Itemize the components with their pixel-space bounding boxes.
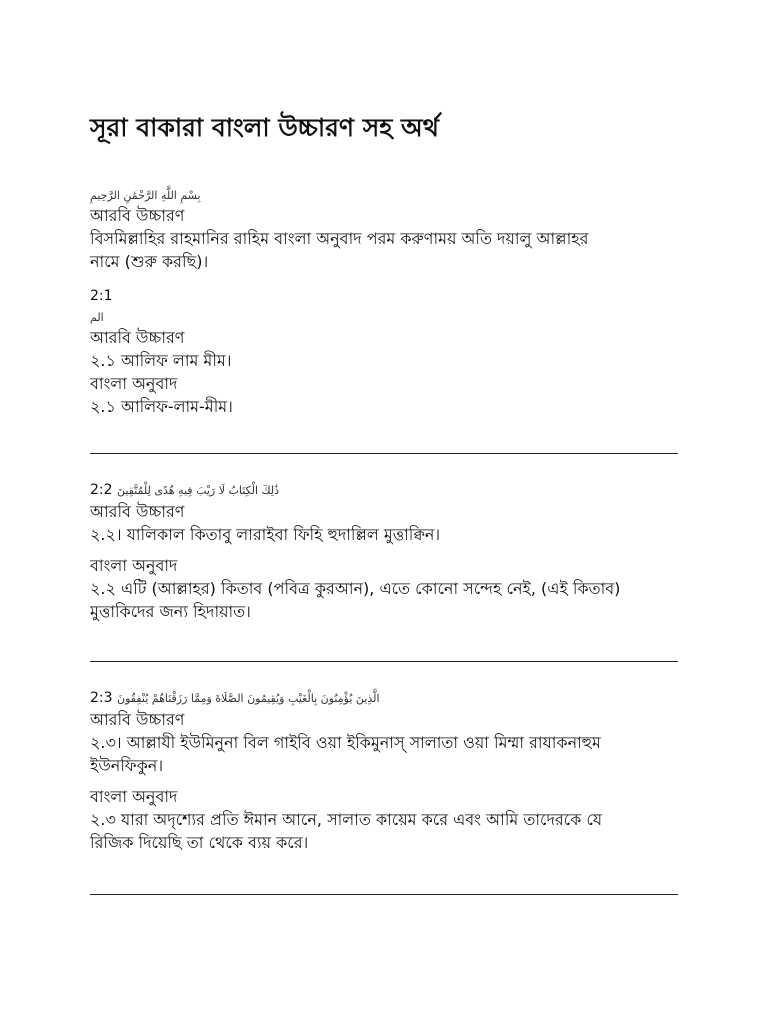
pronunciation-text: ২.২। যালিকাল কিতাবু লারাইবা ফিহি হুদাল্লিল মুত্তাক্বিন। xyxy=(90,525,441,544)
pronunciation-text: ২.১ আলিফ লাম মীম। xyxy=(90,351,232,370)
bismillah-arabic: بِسْمِ اللَّهِ الرَّحْمَٰنِ الرَّحِيمِ xyxy=(90,189,201,202)
verse-2-3 xyxy=(90,688,680,854)
verse-number: 2:1 xyxy=(90,288,113,304)
verse-number: 2:3 xyxy=(90,690,113,706)
bismillah-text-line2: নামে (শুরু করছি)। xyxy=(90,252,209,271)
translation-label: বাংলা অনুবাদ xyxy=(90,787,178,806)
verse-2-2 xyxy=(90,480,680,623)
verse-arabic: الم xyxy=(90,311,104,324)
page-title: সূরা বাকারা বাংলা উচ্চারণ সহ অর্থ xyxy=(90,113,439,142)
translation-text-line2: রিজিক দিয়েছি তা থেকে ব্যয় করে। xyxy=(90,833,309,852)
verse-arabic: ذَٰلِكَ الْكِتَابُ لَا رَيْبَ فِيهِ هُدًى لِلْمُتَّقِينَ xyxy=(116,484,280,497)
verse-header xyxy=(90,480,680,500)
verse-arabic: الَّذِينَ يُؤْمِنُونَ بِالْغَيْبِ وَيُقِيمُونَ الصَّلَاةَ وَمِمَّا رَزَقْنَاهُمْ يُنْفِقُونَ xyxy=(116,692,380,705)
verse-header xyxy=(90,688,680,708)
divider xyxy=(90,661,678,662)
verse-2-1 xyxy=(90,286,680,418)
translation-text: ২.১ আলিফ-লাম-মীম। xyxy=(90,397,233,416)
translation-label: বাংলা অনুবাদ xyxy=(90,374,178,393)
translation-text-line1: ২.২ এটি (আল্লাহর) কিতাব (পবিত্র কুরআন), এতে কোনো সন্দেহ নেই, (এই কিতাব) xyxy=(90,579,621,598)
verse-number: 2:2 xyxy=(90,482,113,498)
translation-text-line1: ২.৩ যারা অদৃশ্যের প্রতি ঈমান আনে, সালাত কায়েম করে এবং আমি তাদেরকে যে xyxy=(90,810,603,829)
pronunciation-text-line2: ইউনফিকুন। xyxy=(90,756,164,775)
pronunciation-text-line1: ২.৩। আল্লাযী ইউমিনুনা বিল গাইবি ওয়া ইকিমুনাস্ সালাতা ওয়া মিম্মা রাযাকনাহুম xyxy=(90,733,601,752)
pronunciation-label: আরবি উচ্চারণ xyxy=(90,328,185,347)
bismillah-pron-label: আরবি উচ্চারণ xyxy=(90,206,185,225)
translation-text-line2: মুত্তাকিদের জন্য হিদায়াত। xyxy=(90,602,251,621)
divider xyxy=(90,894,678,895)
pronunciation-label: আরবি উচ্চারণ xyxy=(90,710,185,729)
translation-label: বাংলা অনুবাদ xyxy=(90,556,178,575)
bismillah-text-line1: বিসমিল্লাহির রাহমানির রাহিম বাংলা অনুবাদ পরম করুণাময় অতি দয়ালু আল্লাহর xyxy=(90,229,589,248)
pronunciation-label: আরবি উচ্চারণ xyxy=(90,502,185,521)
divider xyxy=(90,453,678,454)
bismillah-block xyxy=(90,184,680,273)
